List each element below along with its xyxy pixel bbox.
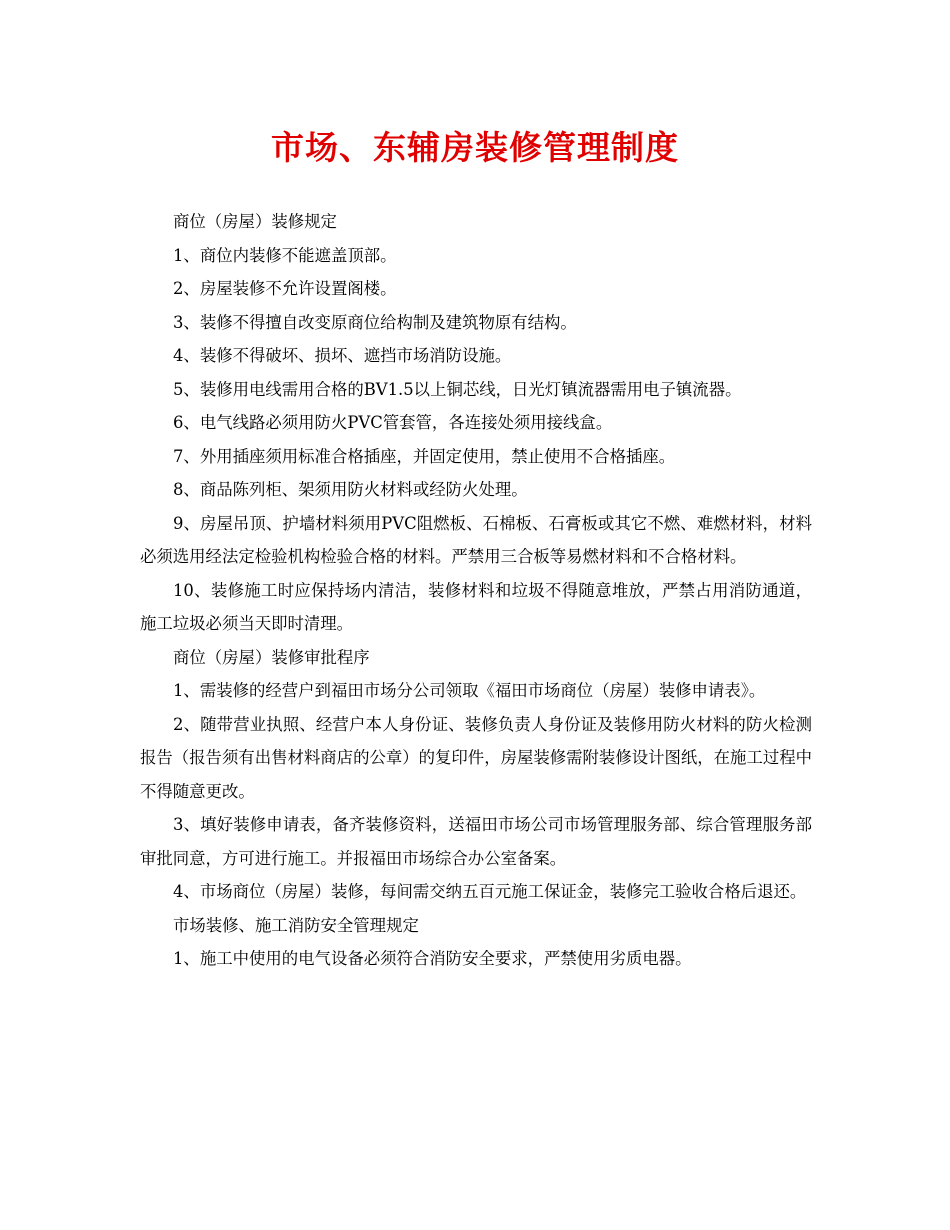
paragraph: 3、填好装修申请表，备齐装修资料，送福田市场公司市场管理服务部、综合管理服务部审批同意，方可进行施工。并报福田市场综合办公室备案。	[140, 815, 812, 868]
section-heading: 市场装修、施工消防安全管理规定	[173, 915, 419, 935]
document-title: 市场、东辅房装修管理制度	[271, 128, 679, 167]
paragraph: 4、装修不得破坏、损坏、遮挡市场消防设施。	[173, 346, 512, 365]
section-heading: 商位（房屋）装修规定	[173, 212, 337, 231]
paragraph: 1、商位内装修不能遮盖顶部。	[173, 245, 397, 265]
paragraph: 2、房屋装修不允许设置阁楼。	[173, 279, 397, 298]
paragraph: 1、需装修的经营户到福田市场分公司领取《福田市场商位（房屋）装修申请表》。	[173, 681, 766, 700]
paragraph: 9、房屋吊顶、护墙材料须用PVC阻燃板、石棉板、石膏板或其它不燃、难燃材料，材料必须选用经法定检验机构检验合格的材料。严禁用三合板等易燃材料和不合格材料。	[140, 513, 812, 566]
paragraph: 10、装修施工时应保持场内清洁，装修材料和垃圾不得随意堆放，严禁占用消防通道，施工垃圾必须当天即时清理。	[140, 580, 812, 633]
paragraph: 7、外用插座须用标准合格插座，并固定使用，禁止使用不合格插座。	[173, 446, 676, 466]
paragraph: 3、装修不得擅自改变原商位给构制及建筑物原有结构。	[173, 312, 577, 332]
document-body	[140, 205, 812, 976]
paragraph: 8、商品陈列柜、架须用防火材料或经防火处理。	[173, 480, 528, 499]
section-heading: 商位（房屋）装修审批程序	[173, 647, 370, 667]
paragraph: 6、电气线路必须用防火PVC管套管，各连接处须用接线盒。	[173, 413, 613, 432]
paragraph: 1、施工中使用的电气设备必须符合消防安全要求，严禁使用劣质电器。	[173, 949, 692, 968]
paragraph: 4、市场商位（房屋）装修，每间需交纳五百元施工保证金，装修完工验收合格后退还。	[173, 882, 807, 901]
paragraph: 5、装修用电线需用合格的BV1.5以上铜芯线，日光灯镇流器需用电子镇流器。	[173, 379, 742, 399]
paragraph: 2、随带营业执照、经营户本人身份证、装修负责人身份证及装修用防火材料的防火检测报告（报告须有出售材料商店的公章）的复印件，房屋装修需附装修设计图纸，在施工过程中不得随意更改。	[140, 714, 813, 801]
